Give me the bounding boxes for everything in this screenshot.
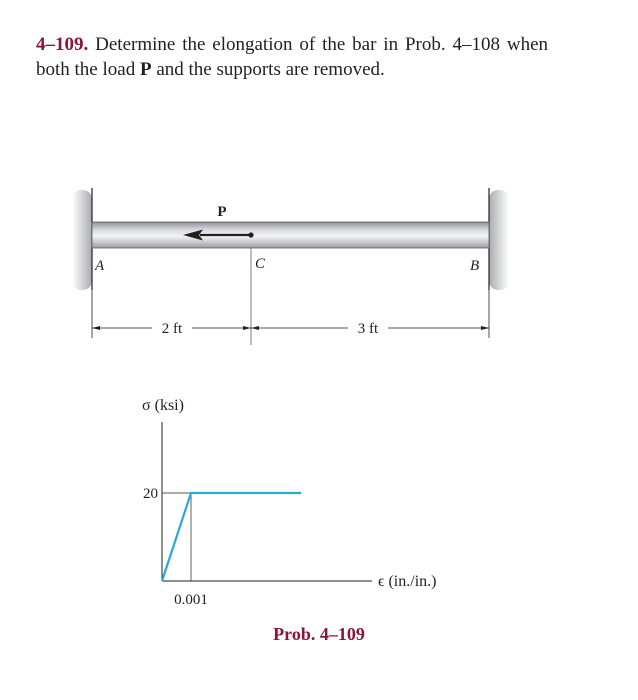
bar	[92, 222, 489, 248]
load-label: P	[217, 204, 227, 220]
right-support	[489, 188, 509, 290]
figure-caption: Prob. 4–109	[273, 624, 365, 644]
series-line-0	[162, 493, 301, 581]
y-tick-label-0: 20	[143, 486, 158, 502]
support-b-label: B	[470, 258, 480, 274]
stress-strain-chart	[142, 397, 436, 608]
problem-text-1: Determine the elongation of the bar in Prob. 4–108 when both the load	[36, 34, 549, 80]
problem-number: 4–109.	[36, 34, 89, 55]
load-symbol: P	[139, 59, 152, 80]
dim-right-label: 3 ft	[357, 321, 379, 337]
x-axis-label: ϵ (in./in.)	[378, 573, 437, 590]
left-support	[72, 188, 92, 290]
y-axis-label: σ (ksi)	[142, 397, 184, 414]
dimension-lines	[92, 290, 489, 338]
point-c-label: C	[255, 256, 266, 272]
x-tick-label-0: 0.001	[174, 592, 208, 608]
dim-left-label: 2 ft	[161, 321, 183, 337]
support-a-label: A	[95, 258, 105, 274]
problem-text-2: and the supports are removed.	[151, 59, 385, 80]
